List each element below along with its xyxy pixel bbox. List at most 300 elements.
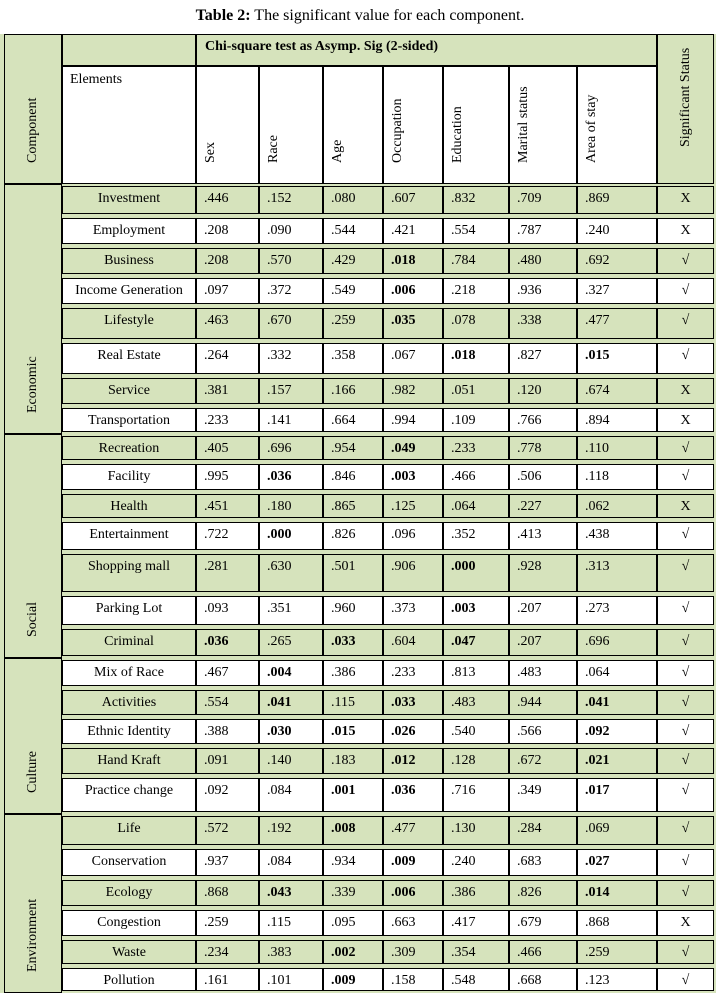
value-cell: [577, 660, 657, 686]
value-cell: [383, 308, 443, 339]
value-cell: [323, 596, 383, 625]
p-value: .672: [517, 753, 542, 768]
significant-status-mark: X: [680, 223, 691, 238]
p-value: .097: [204, 283, 229, 298]
p-value: .868: [585, 915, 610, 930]
value-cell: [196, 778, 259, 812]
value-cell: [383, 378, 443, 404]
p-value: .928: [517, 559, 542, 574]
status-cell: [657, 719, 714, 744]
p-value: .813: [451, 665, 476, 680]
p-value: .157: [267, 383, 292, 398]
column-header-marital-status: [509, 66, 577, 184]
p-value: .338: [517, 313, 542, 328]
p-value: .021: [585, 753, 610, 768]
p-value: .041: [267, 695, 292, 710]
p-value: .679: [517, 915, 542, 930]
element-cell: [62, 343, 196, 374]
value-cell: [259, 378, 323, 404]
value-cell: [259, 880, 323, 906]
p-value: .566: [517, 724, 542, 739]
element-cell: [62, 218, 196, 244]
value-cell: [577, 343, 657, 374]
p-value: .036: [267, 469, 292, 484]
status-cell: [657, 278, 714, 304]
value-cell: [383, 816, 443, 845]
value-cell: [509, 849, 577, 876]
status-cell: [657, 494, 714, 518]
value-cell: [577, 378, 657, 404]
value-cell: [443, 816, 509, 845]
value-cell: [577, 968, 657, 991]
p-value: .351: [267, 601, 292, 616]
column-header-race: [259, 66, 323, 184]
p-value: .554: [451, 223, 476, 238]
p-value: .049: [391, 441, 416, 456]
element-cell: [62, 278, 196, 304]
significant-status-mark: √: [681, 695, 690, 710]
value-cell: [323, 778, 383, 812]
value-cell: [383, 849, 443, 876]
value-cell: [259, 343, 323, 374]
p-value: .166: [331, 383, 356, 398]
value-cell: [443, 248, 509, 274]
value-cell: [259, 494, 323, 518]
status-cell: [657, 778, 714, 812]
p-value: .093: [204, 601, 229, 616]
p-value: .043: [267, 885, 292, 900]
status-cell: [657, 629, 714, 656]
value-cell: [383, 690, 443, 715]
p-value: .477: [585, 313, 610, 328]
value-cell: [577, 308, 657, 339]
value-cell: [577, 218, 657, 244]
value-cell: [383, 554, 443, 592]
value-cell: [509, 596, 577, 625]
value-cell: [509, 408, 577, 432]
value-cell: [443, 629, 509, 656]
element-cell: [62, 910, 196, 936]
element-name: Investment: [97, 191, 161, 206]
significant-status-mark: X: [680, 383, 691, 398]
value-cell: [443, 910, 509, 936]
value-cell: [383, 522, 443, 550]
p-value: .483: [517, 665, 542, 680]
significant-status-mark: X: [680, 915, 691, 930]
p-value: .466: [517, 945, 542, 960]
p-value: .015: [585, 348, 610, 363]
p-value: .080: [331, 191, 356, 206]
p-value: .115: [267, 915, 291, 930]
value-cell: [383, 278, 443, 304]
p-value: .865: [331, 499, 356, 514]
p-value: .894: [585, 413, 610, 428]
p-value: .467: [204, 665, 229, 680]
p-value: .429: [331, 253, 356, 268]
corner-cell: [62, 34, 196, 66]
column-header-label: Area of stay: [584, 94, 599, 163]
column-header-age: [323, 66, 383, 184]
element-cell: [62, 554, 196, 592]
p-value: .240: [451, 854, 476, 869]
value-cell: [383, 629, 443, 656]
component-cell-culture: [4, 658, 62, 814]
p-value: .349: [517, 783, 542, 798]
value-cell: [196, 690, 259, 715]
element-name: Entertainment: [89, 527, 169, 542]
p-value: .982: [391, 383, 416, 398]
p-value: .572: [204, 821, 229, 836]
p-value: .002: [331, 945, 356, 960]
p-value: .014: [585, 885, 610, 900]
p-value: .017: [585, 783, 610, 798]
value-cell: [259, 849, 323, 876]
significant-status-mark: √: [681, 783, 690, 798]
p-value: .906: [391, 559, 416, 574]
column-header-label: Marital status: [516, 86, 531, 163]
p-value: .095: [331, 915, 356, 930]
p-value: .570: [267, 253, 292, 268]
value-cell: [509, 690, 577, 715]
value-cell: [577, 690, 657, 715]
p-value: .544: [331, 223, 356, 238]
value-cell: [196, 343, 259, 374]
value-cell: [577, 554, 657, 592]
value-cell: [443, 596, 509, 625]
p-value: .096: [391, 527, 416, 542]
p-value: .004: [267, 665, 292, 680]
value-cell: [443, 308, 509, 339]
p-value: .161: [204, 973, 229, 988]
p-value: .438: [585, 527, 610, 542]
p-value: .388: [204, 724, 229, 739]
p-value: .033: [331, 634, 356, 649]
value-cell: [259, 218, 323, 244]
value-cell: [577, 880, 657, 906]
element-name: Ecology: [105, 885, 153, 900]
significant-status-mark: √: [681, 283, 690, 298]
status-cell: [657, 248, 714, 274]
element-cell: [62, 880, 196, 906]
value-cell: [196, 436, 259, 460]
chi-square-header: [196, 34, 657, 66]
p-value: .501: [331, 559, 356, 574]
p-value: .309: [391, 945, 416, 960]
element-name: Hand Kraft: [97, 753, 161, 768]
p-value: .778: [517, 441, 542, 456]
p-value: .332: [267, 348, 292, 363]
component-label: Environment: [25, 898, 40, 972]
status-cell: [657, 308, 714, 339]
p-value: .207: [517, 601, 542, 616]
element-cell: [62, 464, 196, 490]
significance-table: [0, 34, 716, 993]
value-cell: [509, 940, 577, 964]
p-value: .664: [331, 413, 356, 428]
p-value: .036: [391, 783, 416, 798]
p-value: .227: [517, 499, 542, 514]
value-cell: [383, 248, 443, 274]
value-cell: [323, 436, 383, 460]
p-value: .480: [517, 253, 542, 268]
value-cell: [259, 308, 323, 339]
p-value: .868: [204, 885, 229, 900]
value-cell: [323, 278, 383, 304]
element-name: Income Generation: [75, 283, 183, 298]
component-header-label: Component: [25, 97, 40, 163]
value-cell: [509, 522, 577, 550]
element-cell: [62, 968, 196, 991]
p-value: .373: [391, 601, 416, 616]
element-name: Life: [117, 821, 141, 836]
component-cell-social: [4, 434, 62, 658]
column-header-label: Age: [330, 139, 345, 163]
value-cell: [323, 748, 383, 774]
p-value: .123: [585, 973, 610, 988]
p-value: .766: [517, 413, 542, 428]
p-value: .233: [391, 665, 416, 680]
p-value: .995: [204, 469, 229, 484]
p-value: .386: [451, 885, 476, 900]
p-value: .018: [451, 348, 476, 363]
value-cell: [259, 464, 323, 490]
element-name: Activities: [101, 695, 157, 710]
p-value: .208: [204, 253, 229, 268]
element-name: Recreation: [98, 441, 160, 456]
significant-status-mark: √: [681, 753, 690, 768]
p-value: .549: [331, 283, 356, 298]
p-value: .313: [585, 559, 610, 574]
value-cell: [443, 940, 509, 964]
value-cell: [443, 554, 509, 592]
status-cell: [657, 596, 714, 625]
value-cell: [509, 629, 577, 656]
table-caption: [0, 6, 720, 26]
value-cell: [577, 248, 657, 274]
value-cell: [323, 554, 383, 592]
value-cell: [323, 660, 383, 686]
p-value: .327: [585, 283, 610, 298]
value-cell: [443, 660, 509, 686]
column-header-education: [443, 66, 509, 184]
value-cell: [323, 494, 383, 518]
value-cell: [383, 910, 443, 936]
p-value: .722: [204, 527, 229, 542]
value-cell: [196, 186, 259, 214]
p-value: .826: [517, 885, 542, 900]
p-value: .030: [267, 724, 292, 739]
value-cell: [259, 660, 323, 686]
value-cell: [259, 910, 323, 936]
element-name: Service: [108, 383, 150, 398]
p-value: .233: [451, 441, 476, 456]
value-cell: [196, 378, 259, 404]
value-cell: [323, 522, 383, 550]
value-cell: [259, 596, 323, 625]
value-cell: [509, 378, 577, 404]
value-cell: [509, 436, 577, 460]
p-value: .663: [391, 915, 416, 930]
value-cell: [443, 278, 509, 304]
p-value: .036: [204, 634, 229, 649]
p-value: .009: [391, 854, 416, 869]
p-value: .692: [585, 253, 610, 268]
p-value: .463: [204, 313, 229, 328]
p-value: .386: [331, 665, 356, 680]
element-name: Practice change: [84, 783, 174, 798]
significant-status-mark: √: [681, 559, 690, 574]
p-value: .118: [585, 469, 609, 484]
status-cell: [657, 464, 714, 490]
p-value: .827: [517, 348, 542, 363]
p-value: .937: [204, 854, 229, 869]
element-name: Business: [104, 253, 154, 268]
status-cell: [657, 436, 714, 460]
value-cell: [259, 522, 323, 550]
p-value: .180: [267, 499, 292, 514]
p-value: .240: [585, 223, 610, 238]
caption-label: Table 2:: [195, 7, 251, 24]
element-name: Waste: [112, 945, 146, 960]
value-cell: [196, 816, 259, 845]
p-value: .218: [451, 283, 476, 298]
value-cell: [196, 748, 259, 774]
p-value: .944: [517, 695, 542, 710]
p-value: .090: [267, 223, 292, 238]
value-cell: [577, 719, 657, 744]
value-cell: [383, 748, 443, 774]
value-cell: [196, 248, 259, 274]
p-value: .084: [267, 854, 292, 869]
significant-status-mark: X: [680, 413, 691, 428]
p-value: .477: [391, 821, 416, 836]
value-cell: [509, 778, 577, 812]
p-value: .352: [451, 527, 476, 542]
element-name: Mix of Race: [94, 665, 164, 680]
element-name: Congestion: [97, 915, 161, 930]
component-label: Economic: [25, 356, 40, 413]
significant-status-mark: √: [681, 821, 690, 836]
significant-status-header-label: Significant Status: [677, 47, 693, 147]
value-cell: [443, 343, 509, 374]
value-cell: [509, 464, 577, 490]
element-cell: [62, 248, 196, 274]
significant-status-mark: √: [681, 469, 690, 484]
status-cell: [657, 343, 714, 374]
p-value: .183: [331, 753, 356, 768]
value-cell: [383, 343, 443, 374]
value-cell: [323, 968, 383, 991]
p-value: .381: [204, 383, 229, 398]
value-cell: [259, 278, 323, 304]
value-cell: [323, 186, 383, 214]
p-value: .259: [331, 313, 356, 328]
value-cell: [383, 660, 443, 686]
value-cell: [196, 554, 259, 592]
p-value: .466: [451, 469, 476, 484]
value-cell: [443, 748, 509, 774]
value-cell: [323, 849, 383, 876]
element-name: Lifestyle: [104, 313, 154, 328]
p-value: .015: [331, 724, 356, 739]
p-value: .051: [451, 383, 476, 398]
value-cell: [383, 186, 443, 214]
value-cell: [577, 629, 657, 656]
status-cell: [657, 186, 714, 214]
value-cell: [323, 248, 383, 274]
value-cell: [443, 522, 509, 550]
p-value: .383: [267, 945, 292, 960]
p-value: .417: [451, 915, 476, 930]
element-cell: [62, 690, 196, 715]
p-value: .207: [517, 634, 542, 649]
value-cell: [443, 408, 509, 432]
p-value: .281: [204, 559, 229, 574]
significant-status-mark: √: [681, 441, 690, 456]
p-value: .006: [391, 283, 416, 298]
status-cell: [657, 968, 714, 991]
significant-status-mark: √: [681, 527, 690, 542]
value-cell: [196, 629, 259, 656]
value-cell: [196, 596, 259, 625]
p-value: .413: [517, 527, 542, 542]
status-cell: [657, 748, 714, 774]
value-cell: [509, 816, 577, 845]
status-cell: [657, 218, 714, 244]
value-cell: [383, 408, 443, 432]
element-name: Transportation: [88, 413, 170, 428]
p-value: .846: [331, 469, 356, 484]
status-cell: [657, 816, 714, 845]
element-cell: [62, 494, 196, 518]
element-name: Criminal: [104, 634, 154, 649]
element-cell: [62, 629, 196, 656]
p-value: .709: [517, 191, 542, 206]
element-name: Pollution: [103, 973, 155, 988]
value-cell: [443, 968, 509, 991]
element-cell: [62, 308, 196, 339]
value-cell: [259, 554, 323, 592]
value-cell: [259, 690, 323, 715]
element-name: Real Estate: [97, 348, 161, 363]
significant-status-mark: √: [681, 945, 690, 960]
status-cell: [657, 408, 714, 432]
value-cell: [259, 629, 323, 656]
value-cell: [509, 248, 577, 274]
value-cell: [196, 968, 259, 991]
p-value: .091: [204, 753, 229, 768]
element-cell: [62, 719, 196, 744]
p-value: .354: [451, 945, 476, 960]
value-cell: [577, 436, 657, 460]
value-cell: [323, 629, 383, 656]
p-value: .696: [267, 441, 292, 456]
elements-header: [62, 66, 196, 184]
value-cell: [259, 940, 323, 964]
element-name: Facility: [107, 469, 151, 484]
significant-status-header: [657, 34, 714, 184]
value-cell: [196, 218, 259, 244]
p-value: .994: [391, 413, 416, 428]
p-value: .125: [391, 499, 416, 514]
value-cell: [383, 880, 443, 906]
value-cell: [443, 778, 509, 812]
status-cell: [657, 849, 714, 876]
element-name: Parking Lot: [95, 601, 163, 616]
p-value: .954: [331, 441, 356, 456]
p-value: .109: [451, 413, 476, 428]
value-cell: [323, 343, 383, 374]
